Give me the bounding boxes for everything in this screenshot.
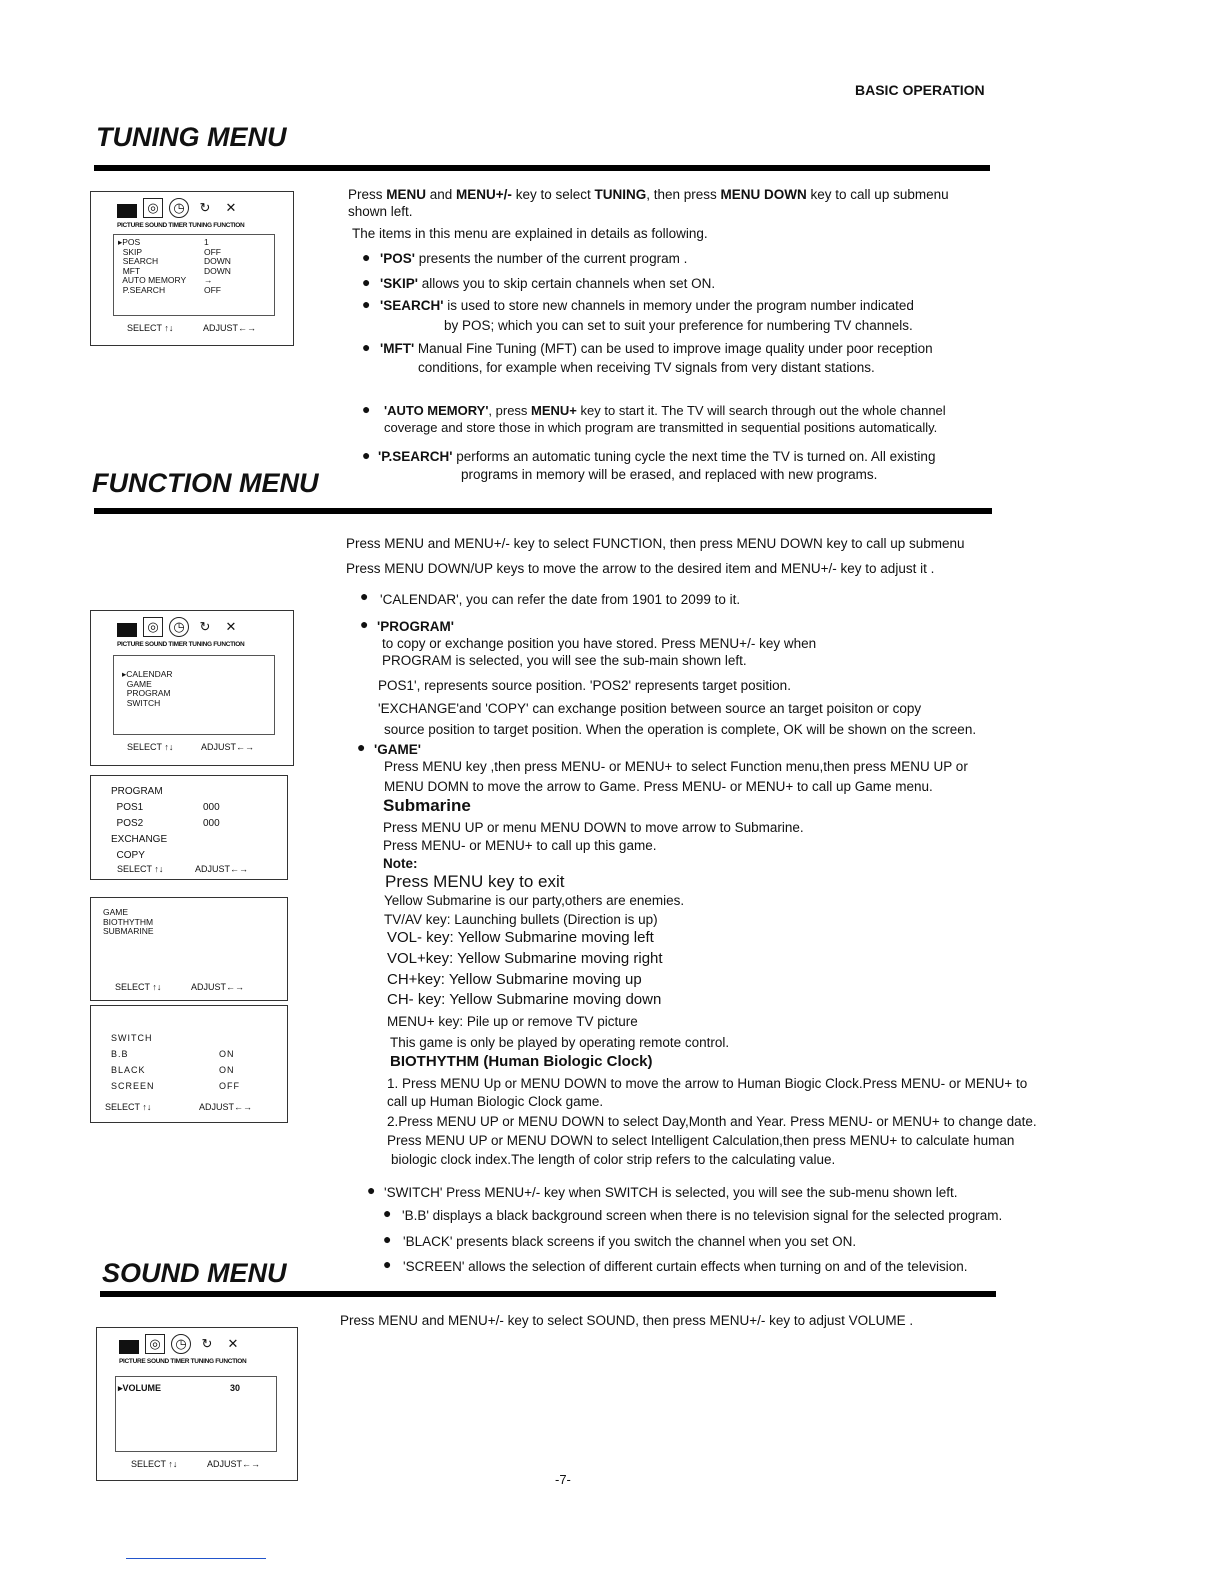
timer-icon: ◷ <box>169 617 189 637</box>
tuning-icon: ↻ <box>201 1336 213 1351</box>
vol-minus-line: VOL- key: Yellow Submarine moving left <box>387 929 654 946</box>
select-hint: SELECT ↑↓ <box>115 982 162 992</box>
sound-icon: ◎ <box>145 1334 165 1354</box>
tuning-icon: ↻ <box>199 619 211 634</box>
program-values: 000 000 <box>203 802 220 829</box>
calendar-line: 'CALENDAR', you can refer the date from 1901 to 2099 to it. <box>380 592 741 607</box>
tuning-intro-line-1: Press MENU and MENU+/- key to select TUNING, then press MENU DOWN key to call up submenu <box>348 187 949 202</box>
menu-icons <box>119 1334 243 1354</box>
sound-line: Press MENU and MENU+/- key to select SOUND, then press MENU+/- key to adjust VOLUME . <box>340 1313 914 1328</box>
submenu-panel <box>115 1376 277 1452</box>
section-rule <box>94 165 990 171</box>
select-hint: SELECT ↑↓ <box>105 1102 152 1112</box>
vol-plus-line: VOL+key: Yellow Submarine moving right <box>387 950 663 967</box>
function-icon: ✕ <box>225 619 237 634</box>
volume-label: ▸VOLUME <box>118 1383 162 1393</box>
switch-submenu-diagram <box>90 1005 288 1123</box>
section-rule <box>94 508 992 514</box>
adjust-hint: ADJUST←→ <box>201 742 255 752</box>
bb-line: 'B.B' displays a black background screen when there is no television signal for the selected program. <box>402 1208 1003 1223</box>
game-heading: 'GAME' <box>374 742 421 757</box>
function-line-2: Press MENU DOWN/UP keys to move the arrow to the desired item and MENU+/- key to adjust it . <box>346 561 935 576</box>
submenu-panel <box>113 234 275 316</box>
menu-labels: PICTURE SOUND TIMER TUNING FUNCTION <box>117 641 245 648</box>
submenu-values: 1 OFF DOWN DOWN → OFF <box>204 237 231 295</box>
game-line-2: MENU DOMN to move the arrow to Game. Press MENU- or MENU+ to call up Game menu. <box>384 779 933 794</box>
note-label: Note: <box>383 856 418 871</box>
sound-icon: ◎ <box>143 198 163 218</box>
timer-icon: ◷ <box>169 198 189 218</box>
game-submenu-diagram <box>90 897 288 1001</box>
submenu-panel <box>113 655 275 735</box>
section-rule <box>100 1291 996 1297</box>
switch-line: 'SWITCH' Press MENU+/- key when SWITCH is selected, you will see the sub-menu shown left. <box>384 1185 958 1200</box>
tuning-intro-line-2: shown left. <box>348 204 413 219</box>
volume-value: 30 <box>230 1383 241 1393</box>
submarine-line-1: Press MENU UP or menu MENU DOWN to move arrow to Submarine. <box>383 820 804 835</box>
bio-line-5: biologic clock index.The length of color strip refers to the calculating value. <box>391 1152 836 1167</box>
ch-minus-line: CH- key: Yellow Submarine moving down <box>387 991 662 1008</box>
bio-line-1: 1. Press MENU Up or MENU DOWN to move the arrow to Human Biogic Clock.Press MENU- or MENU+ to <box>387 1076 1028 1091</box>
sound-icon: ◎ <box>143 617 163 637</box>
select-hint: SELECT ↑↓ <box>127 323 174 333</box>
function-title: FUNCTION MENU <box>92 468 319 498</box>
tuning-title: TUNING MENU <box>96 122 287 152</box>
bullet-auto-memory: 'AUTO MEMORY', press MENU+ key to start it. The TV will search through out the whole channel <box>384 403 946 418</box>
page-number: -7- <box>555 1472 571 1487</box>
game-line-1: Press MENU key ,then press MENU- or MENU+ to select Function menu,then press MENU UP or <box>384 759 968 774</box>
function-line-1: Press MENU and MENU+/- key to select FUNCTION, then press MENU DOWN key to call up submenu <box>346 536 965 551</box>
select-hint: SELECT ↑↓ <box>131 1459 178 1469</box>
bullet-psearch: 'P.SEARCH' performs an automatic tuning cycle the next time the TV is turned on. All existing <box>378 449 936 464</box>
adjust-hint: ADJUST←→ <box>199 1102 253 1112</box>
function-icon: ✕ <box>225 200 237 215</box>
bullet-mft: 'MFT' Manual Fine Tuning (MFT) can be used to improve image quality under poor reception <box>380 341 933 356</box>
bio-line-3: 2.Press MENU UP or MENU DOWN to select Day,Month and Year. Press MENU- or MENU+ to change date. <box>387 1114 1037 1129</box>
exchange-line-1: 'EXCHANGE'and 'COPY' can exchange position between source an target poisiton or copy <box>378 701 922 716</box>
bullet-search-2: by POS; which you can set to suit your preference for numbering TV channels. <box>444 318 913 333</box>
submenu-items: ▸POS SKIP SEARCH MFT AUTO MEMORY P.SEARCH <box>118 237 187 295</box>
menu-plus-line: MENU+ key: Pile up or remove TV picture <box>387 1014 638 1029</box>
program-items: PROGRAM POS1 POS2 EXCHANGE COPY <box>111 786 168 861</box>
sound-title: SOUND MENU <box>102 1258 287 1288</box>
select-hint: SELECT ↑↓ <box>117 864 164 874</box>
pos-line: POS1', represents source position. 'POS2' represents target position. <box>378 678 791 693</box>
program-submenu-diagram <box>90 775 288 880</box>
menu-labels: PICTURE SOUND TIMER TUNING FUNCTION <box>119 1358 247 1365</box>
adjust-hint: ADJUST←→ <box>203 323 257 333</box>
bullet-mft-2: conditions, for example when receiving TV signals from very distant stations. <box>418 360 875 375</box>
submarine-line-2: Press MENU- or MENU+ to call up this game. <box>383 838 657 853</box>
divider <box>126 1558 266 1559</box>
switch-values: ON ON OFF <box>219 1049 240 1091</box>
picture-icon <box>117 204 137 218</box>
program-heading: 'PROGRAM' <box>377 619 454 634</box>
submenu-items: ▸CALENDAR GAME PROGRAM SWITCH <box>122 669 173 708</box>
adjust-hint: ADJUST←→ <box>207 1459 261 1469</box>
ch-plus-line: CH+key: Yellow Submarine moving up <box>387 971 642 988</box>
switch-items: SWITCH B.B BLACK SCREEN <box>111 1033 155 1091</box>
menu-labels: PICTURE SOUND TIMER TUNING FUNCTION <box>117 222 245 229</box>
biothythm-heading: BIOTHYTHM (Human Biologic Clock) <box>390 1053 653 1070</box>
submarine-heading: Submarine <box>383 796 471 815</box>
header-label: BASIC OPERATION <box>855 82 985 98</box>
bullet-psearch-2: programs in memory will be erased, and replaced with new programs. <box>461 467 878 482</box>
tuning-menu-diagram <box>90 191 294 346</box>
menu-icons <box>117 198 241 218</box>
bullet-auto-memory-2: coverage and store those in which program are transmitted in sequential positions automatically. <box>384 420 938 435</box>
bullet-pos: 'POS' presents the number of the current program . <box>380 251 688 266</box>
menu-icons <box>117 617 241 637</box>
tvav-line: TV/AV key: Launching bullets (Direction is up) <box>384 912 658 927</box>
tuning-icon: ↻ <box>199 200 211 215</box>
remote-only-line: This game is only be played by operating remote control. <box>390 1035 730 1050</box>
timer-icon: ◷ <box>171 1334 191 1354</box>
tuning-intro-line-3: The items in this menu are explained in details as following. <box>352 226 708 241</box>
yellow-line: Yellow Submarine is our party,others are enemies. <box>384 893 685 908</box>
program-line-2: PROGRAM is selected, you will see the sub-main shown left. <box>382 653 747 668</box>
game-items: GAME BIOTHYTHM SUBMARINE <box>103 907 154 936</box>
picture-icon <box>119 1340 139 1354</box>
function-icon: ✕ <box>227 1336 239 1351</box>
adjust-hint: ADJUST←→ <box>195 864 249 874</box>
function-menu-diagram <box>90 610 294 766</box>
exit-line: Press MENU key to exit <box>385 872 565 891</box>
bio-line-4: Press MENU UP or MENU DOWN to select Intelligent Calculation,then press MENU+ to calculate human <box>387 1133 1015 1148</box>
sound-menu-diagram <box>96 1327 298 1481</box>
bio-line-2: call up Human Biologic Clock game. <box>387 1094 604 1109</box>
picture-icon <box>117 623 137 637</box>
bullet-skip: 'SKIP' allows you to skip certain channels when set ON. <box>380 276 716 291</box>
bullet-search: 'SEARCH' is used to store new channels in memory under the program number indicated <box>380 298 914 313</box>
program-line-1: to copy or exchange position you have stored. Press MENU+/- key when <box>382 636 817 651</box>
select-hint: SELECT ↑↓ <box>127 742 174 752</box>
exchange-line-2: source position to target position. When the operation is complete, OK will be shown on the screen. <box>384 722 977 737</box>
adjust-hint: ADJUST←→ <box>191 982 245 992</box>
screen-line: 'SCREEN' allows the selection of different curtain effects when turning on and of the television. <box>403 1259 968 1274</box>
black-line: 'BLACK' presents black screens if you switch the channel when you set ON. <box>403 1234 857 1249</box>
